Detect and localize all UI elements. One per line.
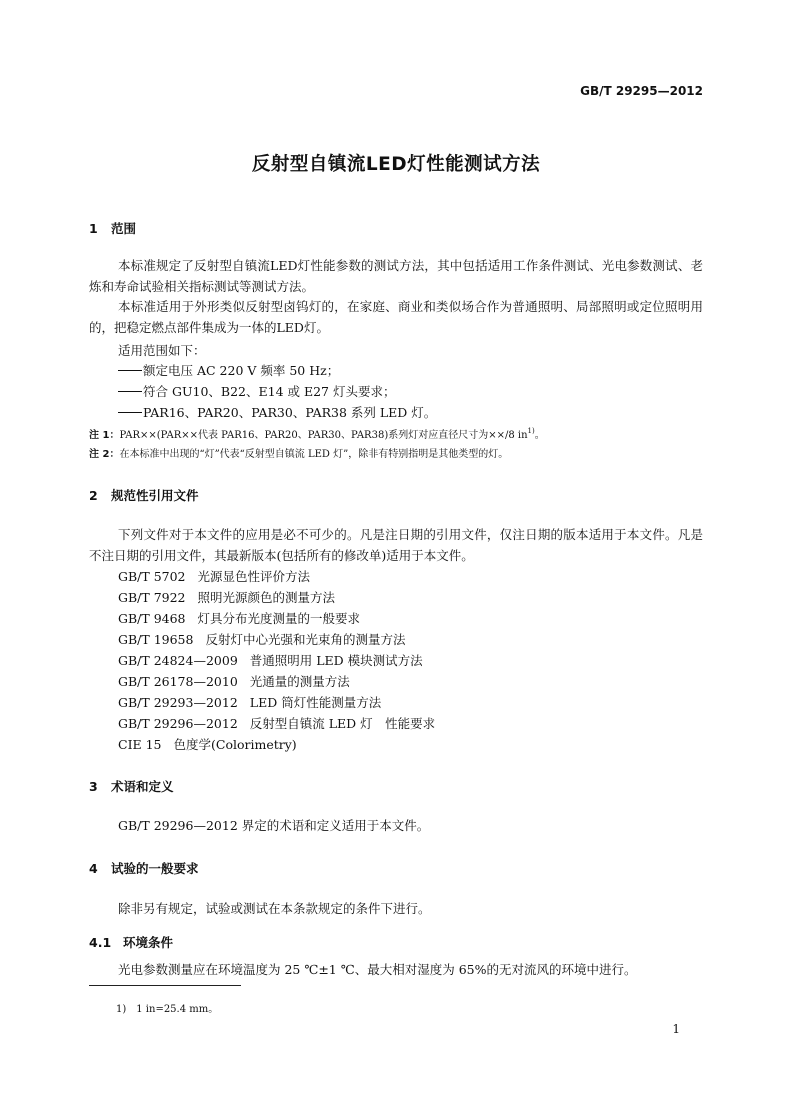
reference-item: [118, 651, 423, 669]
dash-bullet: [118, 412, 142, 413]
section-title: 范围: [111, 221, 137, 236]
note-text: 在本标准中出现的“灯”代表“反射型自镇流 LED 灯”，除非有特别指明是其他类型的灯。: [119, 449, 509, 460]
standard-code: GB/T 29295—2012: [580, 84, 703, 98]
ref-title: 照明光源颜色的测量方法: [197, 590, 336, 605]
ref-code: GB/T 29296—2012: [118, 716, 238, 731]
reference-item: [118, 735, 297, 753]
reference-item: [118, 567, 310, 585]
ref-code: GB/T 7922: [118, 590, 186, 605]
footnote-number: 1): [116, 1004, 127, 1015]
reference-item: [118, 588, 335, 606]
ref-code: GB/T 26178—2010: [118, 674, 238, 689]
ref-title: 灯具分布光度测量的一般要求: [197, 611, 361, 626]
paragraph: 本标准适用于外形类似反射型卤钨灯的，在家庭、商业和类似场合作为普通照明、局部照明或定位照明用的，把稳定燃点部件集成为一体的LED灯。: [89, 299, 703, 335]
ref-title: LED 筒灯性能测量方法: [249, 695, 382, 710]
paragraph: 除非另有规定，试验或测试在本条款规定的条件下进行。: [118, 901, 431, 916]
note-label: 注 1：: [89, 430, 120, 441]
list-item: [118, 361, 339, 379]
reference-item: [118, 672, 350, 690]
note-1: [89, 426, 545, 441]
section-title: 术语和定义: [111, 779, 174, 794]
section-number: 1: [89, 221, 98, 236]
dash-bullet: [118, 391, 142, 392]
document-title: 反射型自镇流LED灯性能测试方法: [251, 154, 541, 175]
section-number: 3: [89, 779, 98, 794]
section-number: 4: [89, 861, 98, 876]
ref-title: 反射型自镇流 LED 灯 性能要求: [249, 716, 436, 731]
paragraph: 光电参数测量应在环境温度为 25 ℃±1 ℃、最大相对湿度为 65%的无对流风的环境中进行。: [118, 962, 637, 977]
reference-item: [118, 630, 405, 648]
ref-code: GB/T 29293—2012: [118, 695, 238, 710]
reference-item: [118, 609, 360, 627]
note-2: [89, 445, 508, 460]
footnote-text: 1 in=25.4 mm。: [136, 1004, 219, 1015]
note-end: 。: [534, 430, 545, 441]
page-number: 1: [672, 1022, 680, 1036]
ref-title: 普通照明用 LED 模块测试方法: [249, 653, 423, 668]
reference-item: [118, 693, 381, 711]
section-title: 试验的一般要求: [111, 861, 199, 876]
ref-code: GB/T 9468: [118, 611, 186, 626]
section-4-1-heading: [89, 933, 173, 951]
section-1-heading: [89, 219, 136, 237]
ref-title: 光通量的测量方法: [249, 674, 350, 689]
ref-code: GB/T 19658: [118, 632, 194, 647]
list-item: [118, 382, 395, 400]
reference-item: [118, 714, 435, 732]
list-item-text: PAR16、PAR20、PAR30、PAR38 系列 LED 灯。: [143, 405, 437, 420]
footnote: [116, 1000, 218, 1015]
paragraph: 下列文件对于本文件的应用是必不可少的。凡是注日期的引用文件，仅注日期的版本适用于本文件。凡是不注日期的引用文件，其最新版本(包括所有的修改单)适用于本文件。: [89, 527, 703, 563]
scope-intro: 适用范围如下：: [118, 343, 206, 358]
section-3-heading: [89, 777, 174, 795]
section-title: 规范性引用文件: [111, 488, 199, 503]
section-number: 2: [89, 488, 98, 503]
footnote-ref[interactable]: 1): [527, 427, 535, 435]
note-label: 注 2：: [89, 449, 120, 460]
ref-code: CIE 15: [118, 737, 162, 752]
section-2-heading: [89, 486, 199, 504]
ref-code: GB/T 5702: [118, 569, 186, 584]
note-text: PAR××(PAR××代表 PAR16、PAR20、PAR30、PAR38)系列灯对应直径尺寸为××/8 in: [119, 430, 528, 441]
dash-bullet: [118, 370, 142, 371]
ref-title: 反射灯中心光强和光束角的测量方法: [205, 632, 406, 647]
ref-title: 光源显色性评价方法: [197, 569, 311, 584]
section-title: 环境条件: [123, 935, 174, 950]
ref-title: 色度学(Colorimetry): [173, 737, 297, 752]
footnote-divider: [89, 985, 241, 986]
list-item-text: 符合 GU10、B22、E14 或 E27 灯头要求；: [143, 384, 396, 399]
list-item: [118, 403, 436, 421]
ref-code: GB/T 24824—2009: [118, 653, 238, 668]
list-item-text: 额定电压 AC 220 V 频率 50 Hz；: [143, 363, 340, 378]
section-number: 4.1: [89, 935, 112, 950]
section-4-heading: [89, 859, 199, 877]
paragraph: 本标准规定了反射型自镇流LED灯性能参数的测试方法，其中包括适用工作条件测试、光电参数测试、老炼和寿命试验相关指标测试等测试方法。: [89, 258, 703, 294]
paragraph: GB/T 29296—2012 界定的术语和定义适用于本文件。: [118, 818, 430, 833]
